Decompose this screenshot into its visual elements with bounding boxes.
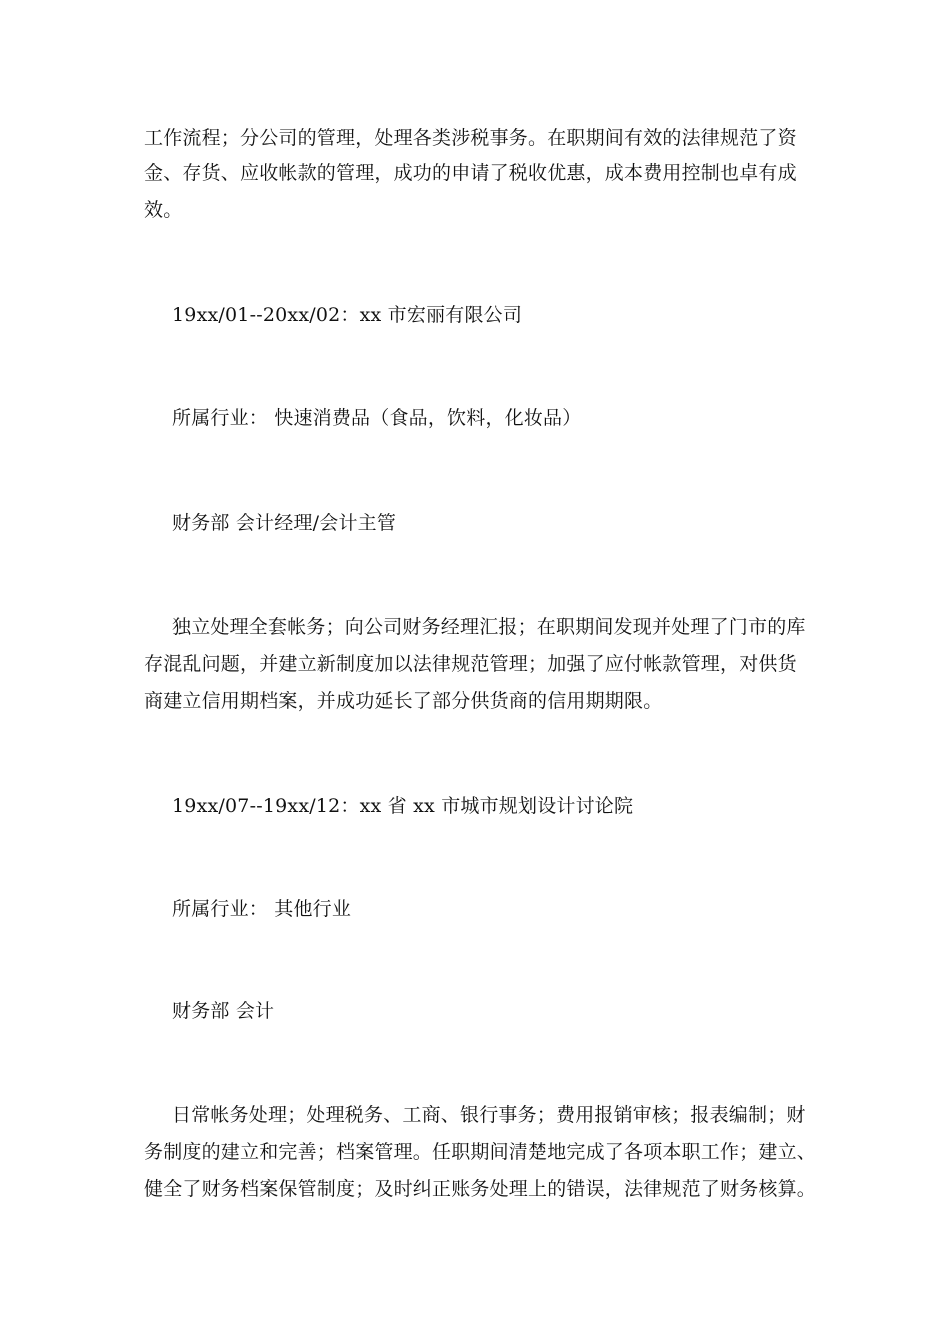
paragraph-line: 独立处理全套帐务；向公司财务经理汇报；在职期间发现并处理了门市的库 — [172, 616, 806, 638]
paragraph-line: 商建立信用期档案，并成功延长了部分供货商的信用期期限。 — [144, 690, 663, 712]
department-position-line: 财务部 会计 — [172, 1000, 275, 1022]
paragraph-line: 效。 — [144, 199, 183, 221]
paragraph-line: 工作流程；分公司的管理，处理各类涉税事务。在职期间有效的法律规范了资 — [144, 127, 797, 149]
paragraph-line: 日常帐务处理；处理税务、工商、银行事务；费用报销审核；报表编制；财 — [172, 1104, 806, 1126]
job-period-heading: 19xx/07--19xx/12：xx 省 xx 市城市规划设计讨论院 — [172, 795, 634, 817]
paragraph-line: 金、存货、应收帐款的管理，成功的申请了税收优惠，成本费用控制也卓有成 — [144, 162, 797, 184]
paragraph-line: 存混乱问题，并建立新制度加以法律规范管理；加强了应付帐款管理，对供货 — [144, 653, 797, 675]
job-period-heading: 19xx/01--20xx/02：xx 市宏丽有限公司 — [172, 304, 523, 326]
department-position-line: 财务部 会计经理/会计主管 — [172, 512, 397, 534]
paragraph-line: 务制度的建立和完善；档案管理。任职期间清楚地完成了各项本职工作；建立、 — [144, 1141, 817, 1163]
industry-line: 所属行业： 快速消费品（食品，饮料，化妆品） — [172, 407, 582, 429]
industry-line: 所属行业： 其他行业 — [172, 898, 352, 920]
paragraph-line: 健全了财务档案保管制度；及时纠正账务处理上的错误，法律规范了财务核算。 — [144, 1178, 817, 1200]
